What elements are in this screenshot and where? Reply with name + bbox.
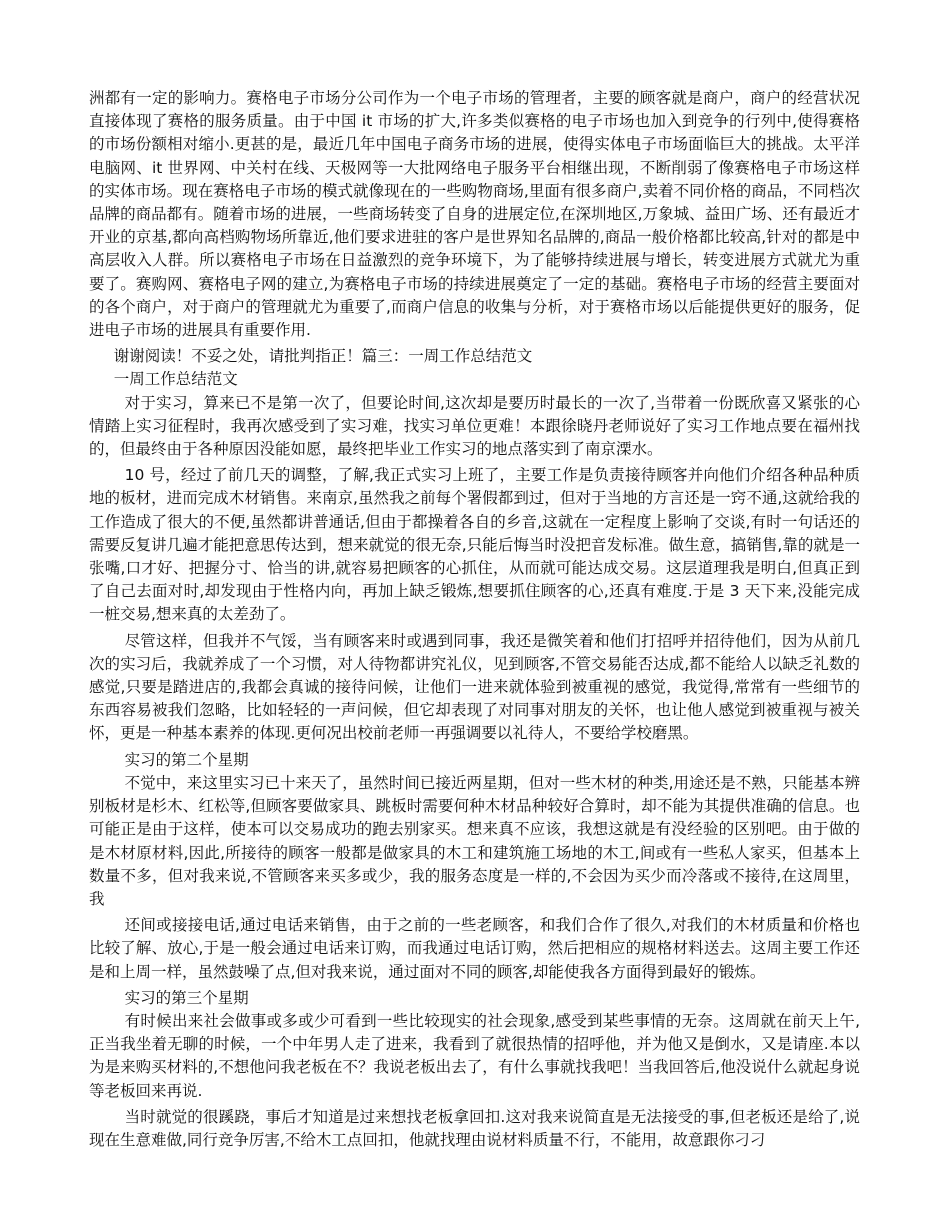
paragraph: 尽管这样，但我并不气馁，当有顾客来时或遇到同事，我还是微笑着和他们打招呼并招待他们，因为从前几次的实习后，我就养成了一个习惯，对人待物都讲究礼仪，见到顾客,不管交易能否达成,都不能给人以缺乏礼数的感觉,只要是踏进店的,我都会真诚的接待问候，让他们一进来就体验到被重视的感觉，我觉得,常常有一些细节的东西容易被我们忽略，比如轻轻的一声问候，但它却表现了对同事对朋友的关怀，也让他人感觉到被重视与被关怀，更是一种基本素养的体现.更何况出校前老师一再强调要以礼待人，不要给学校磨黑。	[89, 631, 860, 743]
section-heading: 实习的第二个星期	[124, 750, 249, 769]
paragraph: 对于实习，算来已不是第一次了，但要论时间,这次却是要历时最长的一次了,当带着一份既欣喜又紧张的心情踏上实习征程时，我再次感受到了实习难，找实习单位更难！本跟徐晓丹老师说好了实习工作地点要在福州找的，但最终由于各种原因没能如愿，最终把毕业工作实习的地点落实到了南京溧水。	[89, 393, 860, 459]
paragraph: 不觉中，来这里实习已十来天了，虽然时间已接近两星期，但对一些木材的种类,用途还是不熟，只能基本辨别板材是杉木、红松等,但顾客要做家具、跳板时需要何种木材品种较好合算时，却不能为其提供准确的信息。也可能正是由于这样，使本可以交易成功的跑去别家买。想来真不应该，我想这就是有没经验的区别吧。由于做的是木材原材料,因此,所接待的顾客一般都是做家具的木工和建筑施工场地的木工,间或有一些私人家买，但基本上数量不多，但对我来说,不管顾客来买多或少，我的服务态度是一样的,不会因为买少而冷落或不接待,在这周里，我	[89, 773, 860, 908]
section-heading: 实习的第三个星期	[124, 988, 249, 1007]
paragraph: 洲都有一定的影响力。赛格电子市场分公司作为一个电子市场的管理者，主要的顾客就是商户，商户的经营状况直接体现了赛格的服务质量。由于中国 it 市场的扩大,许多类似赛格的电子市场也加入到竞争的行列中,使得赛格的市场份额相对缩小.更甚的是，最近几年中国电子商务市场的进展，使得实体电子市场面临巨大的挑战。太平洋电脑网、it 世界网、中关村在线、天极网等一大批网络电子服务平台相继出现，不断削弱了像赛格电子市场这样的实体市场。现在赛格电子市场的模式就像现在的一些购物商场,里面有很多商户,卖着不同价格的商品，不同档次品牌的商品都有。随着市场的进展，一些商场转变了自身的进展定位,在深圳地区,万象城、益田广场、还有最近才开业的京基,都向高档购物场所靠近,他们要求进驻的客户是世界知名品牌的,商品一般价格都比较高,针对的都是中高层收入人群。所以赛格电子市场在日益激烈的竞争环境下，为了能够持续进展与增长，转变进展方式就尤为重要了。赛购网、赛格电子网的建立,为赛格电子市场的持续进展奠定了一定的基础。赛格电子市场的经营主要面对的各个商户，对于商户的管理就尤为重要了,而商户信息的收集与分析，对于赛格市场以后能提供更好的服务，促进电子市场的进展具有重要作用.	[89, 89, 860, 340]
paragraph: 当时就觉的很蹊跷，事后才知道是过来想找老板拿回扣.这对我来说简直是无法接受的事,但老板还是给了,说现在生意难做,同行竞争厉害,不给木工点回扣，他就找理由说材料质量不行，不能用，故意跟你刁刁	[89, 1107, 860, 1149]
paragraph: 有时候出来社会做事或多或少可看到一些比较现实的社会现象,感受到某些事情的无奈。这周就在前天上午,正当我坐着无聊的时候，一个中年男人走了进来，我看到了就很热情的招呼他，并为他又是倒水，又是请座.本以为是来购买材料的,不想他问我老板在不？我说老板出去了，有什么事就找我吧！当我回答后,他没说什么就起身说等老板回来再说.	[89, 1011, 860, 1100]
closing-line: 谢谢阅读！不妥之处，请批判指正！篇三：一周工作总结范文	[113, 347, 533, 366]
paragraph: 还间或接接电话,通过电话来销售，由于之前的一些老顾客，和我们合作了很久,对我们的木材质量和价格也比较了解、放心,于是一般会通过电话来订购，而我通过电话订购，然后把相应的规格材料送去。这周主要工作还是和上周一样，虽然鼓噪了点,但对我来说，通过面对不同的顾客,却能使我各方面得到最好的锻炼。	[89, 916, 860, 981]
section-title: 一周工作总结范文	[113, 370, 238, 389]
paragraph: 10 号，经过了前几天的调整，了解,我正式实习上班了，主要工作是负责接待顾客并向他们介绍各种品种质地的板材，进而完成木材销售。来南京,虽然我之前每个署假都到过，但对于当地的方言还是一窍不通,这就给我的工作造成了很大的不便,虽然都讲普通话,但由于都操着各自的乡音,这就在一定程度上影响了交谈,有时一句话还的需要反复讲几遍才能把意思传达到，想来就觉的很无奈,只能后悔当时没把音发标准。做生意，搞销售,靠的就是一张嘴,口才好、把握分寸、恰当的讲,就容易把顾客的心抓住，从而就可能达成交易。这层道理我是明白,但真正到了自己去面对时,却发现由于性格内向，再加上缺乏锻炼,想要抓住顾客的心,还真有难度.于是 3 天下来,没能完成一桩交易,想来真的太差劲了。	[89, 466, 860, 624]
